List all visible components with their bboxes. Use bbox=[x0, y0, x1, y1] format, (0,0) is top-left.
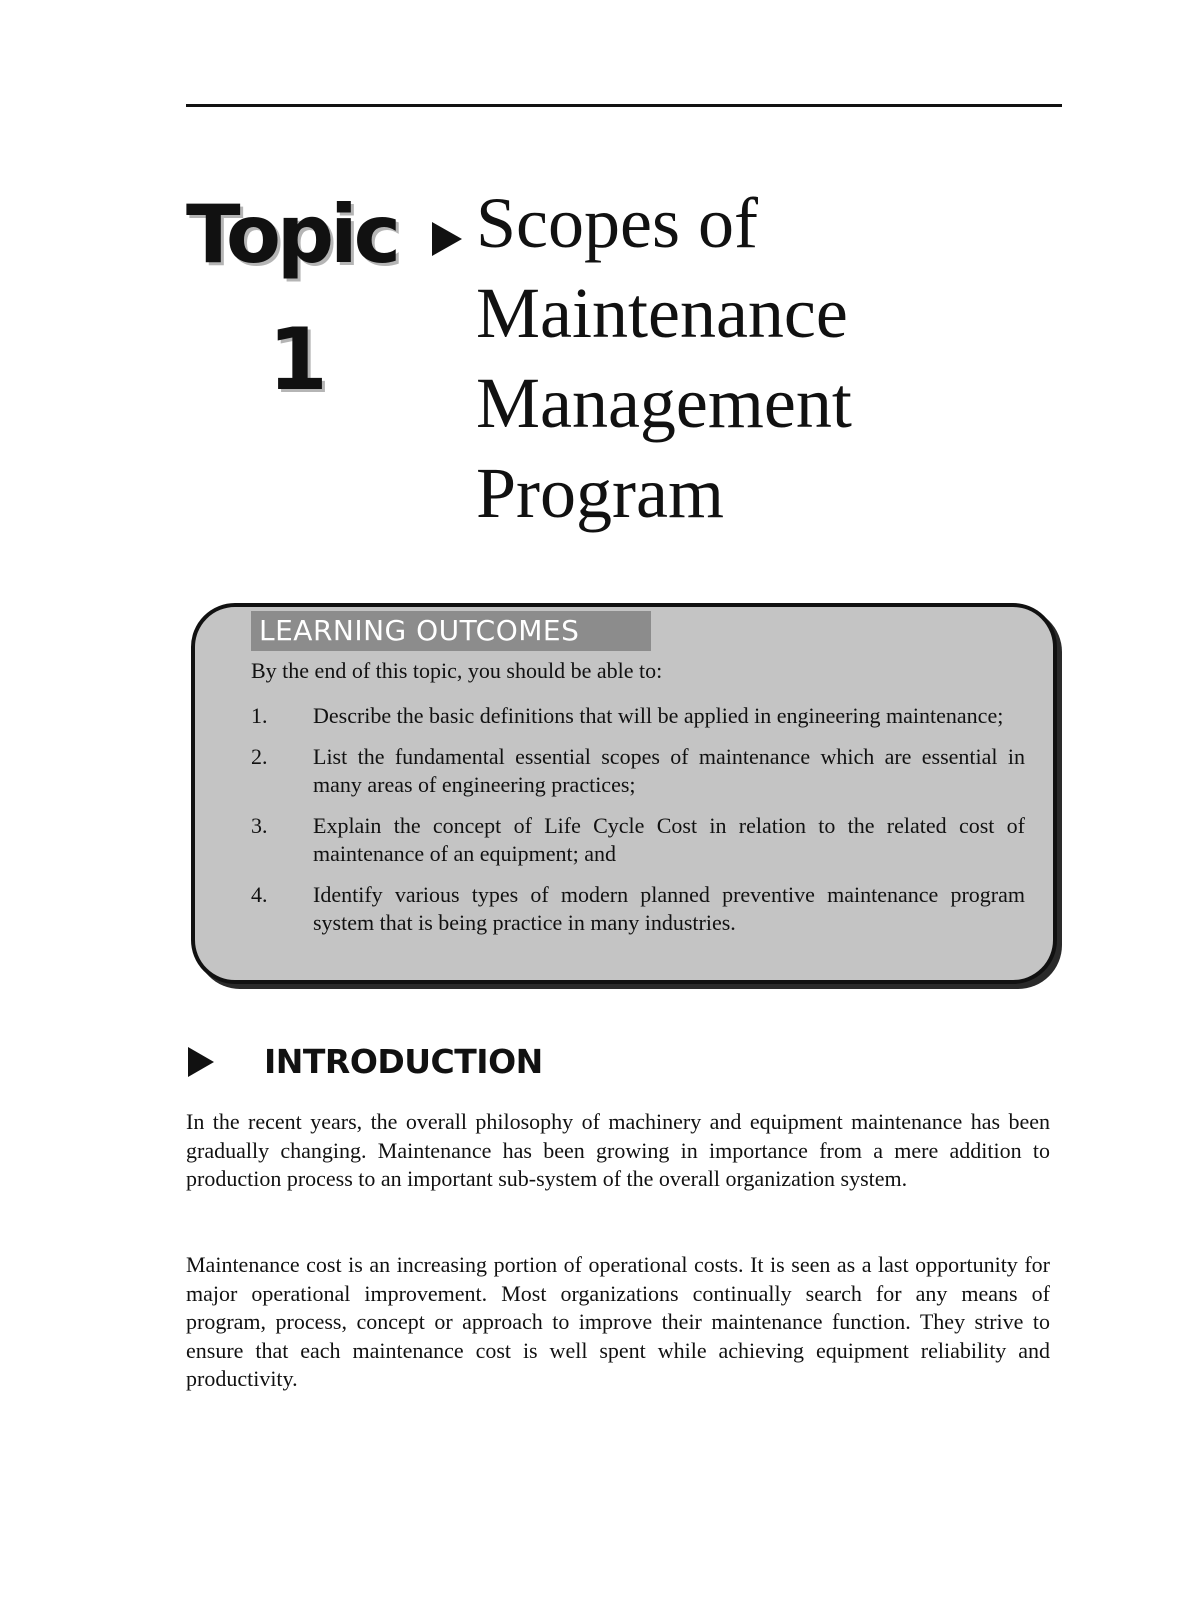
chapter-title-line: Maintenance bbox=[476, 273, 848, 353]
chapter-title-line: Scopes of bbox=[476, 183, 758, 263]
chapter-title-line: Management bbox=[476, 363, 852, 443]
learning-outcome-number: 1. bbox=[251, 703, 268, 728]
section-arrow-icon bbox=[188, 1047, 214, 1077]
chapter-title-line: Program bbox=[476, 453, 724, 533]
learning-outcome-text: Identify various types of modern planned preventive maintenance program system that is being practice in many industries. bbox=[313, 882, 1025, 935]
learning-outcomes-box bbox=[191, 603, 1057, 984]
topic-number: 1 bbox=[268, 310, 328, 410]
learning-outcome-number: 4. bbox=[251, 882, 268, 907]
learning-outcome-text: Describe the basic definitions that will be applied in engineering maintenance; bbox=[313, 703, 1004, 728]
learning-outcome-item bbox=[251, 881, 1025, 937]
learning-outcome-text: Explain the concept of Life Cycle Cost in relation to the related cost of maintenance of an equipment; and bbox=[313, 813, 1025, 866]
learning-outcomes-heading: LEARNING OUTCOMES bbox=[251, 611, 651, 651]
chapter-title bbox=[476, 178, 1036, 538]
learning-outcome-text: List the fundamental essential scopes of maintenance which are essential in many areas of engineering practices; bbox=[313, 744, 1025, 797]
learning-outcome-item bbox=[251, 702, 1025, 730]
introduction-paragraph: In the recent years, the overall philosophy of machinery and equipment maintenance has been gradually changing. Maintenance has been growing in importance from a mere addition to production process to an important sub-system of the overall organization system. bbox=[186, 1109, 1050, 1191]
learning-outcomes-intro: By the end of this topic, you should be able to: bbox=[251, 658, 663, 683]
learning-outcomes-list bbox=[251, 702, 1025, 950]
introduction-heading bbox=[186, 1040, 886, 1084]
introduction-title: INTRODUCTION bbox=[264, 1042, 543, 1081]
topic-word: Topic bbox=[186, 188, 398, 281]
learning-outcome-number: 2. bbox=[251, 744, 268, 769]
introduction-paragraph: Maintenance cost is an increasing portion of operational costs. It is seen as a last opportunity for major operational improvement. Most organizations continually search for any means of program, process, concept or approach to improve their maintenance function. They strive to ensure that each maintenance cost is well spent while achieving equipment reliability and productivity. bbox=[186, 1252, 1050, 1391]
header-rule bbox=[186, 104, 1062, 107]
topic-arrow-icon bbox=[432, 222, 462, 256]
learning-outcome-item bbox=[251, 743, 1025, 799]
learning-outcome-item bbox=[251, 812, 1025, 868]
learning-outcome-number: 3. bbox=[251, 813, 268, 838]
topic-label bbox=[186, 185, 476, 435]
